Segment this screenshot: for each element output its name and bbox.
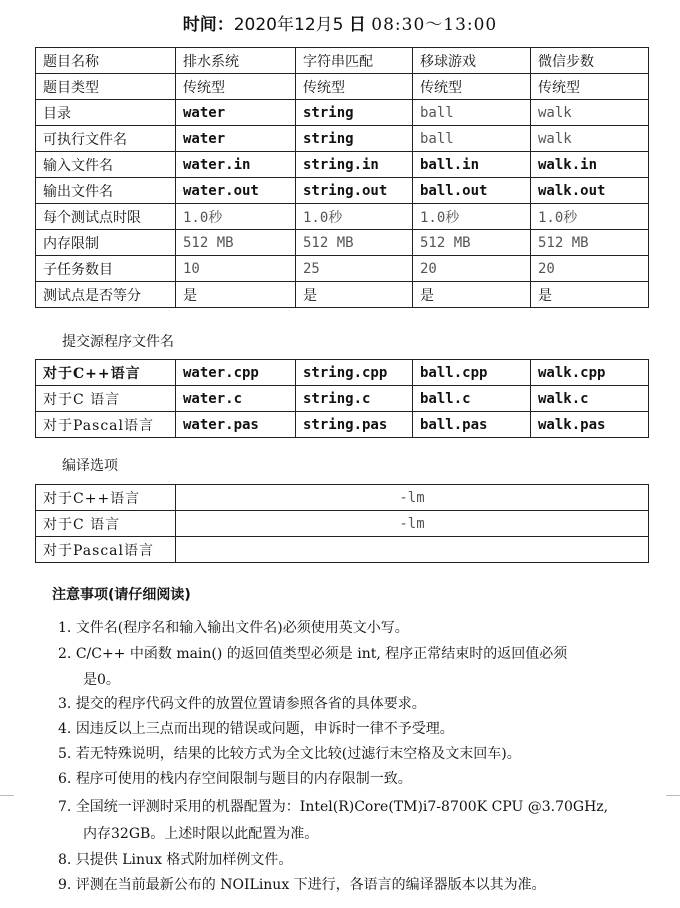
row-label: 对于C++语言 [36,485,176,511]
note-number: 4. [58,721,72,737]
compile-option [176,537,649,563]
table-cell: 传统型 [413,74,531,100]
table-cell: string.out [296,178,413,204]
table-cell: 是 [413,282,531,308]
row-label: 可执行文件名 [36,126,176,152]
submit-table [35,359,649,438]
row-label: 对于C 语言 [36,511,176,537]
table-cell: water [176,100,296,126]
note-text: 若无特殊说明，结果的比较方式为全文比较(过滤行末空格及文末回车)。 [75,746,521,762]
table-cell: string.cpp [296,360,413,386]
table-cell: 1.0秒 [531,204,649,230]
table-cell: 10 [176,256,296,282]
note-number: 2. [58,646,72,662]
table-cell: water.pas [176,412,296,438]
contest-date: 2020年12月5 [233,15,344,35]
table-cell: string.pas [296,412,413,438]
table-cell: 传统型 [176,74,296,100]
notes-title: 注意事项(请仔细阅读) [52,587,191,603]
margin-mark-left [0,795,14,796]
row-label: 题目类型 [36,74,176,100]
table-cell: 1.0秒 [413,204,531,230]
margin-mark-right [666,795,680,796]
table-cell: 512 MB [531,230,649,256]
note-item [58,848,658,872]
table-cell: ball [413,100,531,126]
note-item [58,616,658,640]
note-item [58,642,658,666]
table-cell: water.cpp [176,360,296,386]
note-item [58,795,658,819]
time-label: 时间： [182,15,234,35]
note-item [58,692,658,716]
compile-table-row [36,511,649,537]
problems-table-row [36,178,649,204]
note-continuation: 是0。 [83,672,120,688]
note-item [58,742,658,766]
note-text: 程序可使用的栈内存空间限制与题目的内存限制一致。 [75,771,412,787]
page-title [0,10,680,35]
problems-table-row [36,256,649,282]
table-cell: water.out [176,178,296,204]
table-cell: 25 [296,256,413,282]
table-cell: 是 [531,282,649,308]
problems-table-row [36,126,649,152]
table-cell: 1.0秒 [176,204,296,230]
table-cell: water.c [176,386,296,412]
problems-table-row [36,48,649,74]
note-number: 7. [58,799,72,815]
table-cell: ball.out [413,178,531,204]
table-cell: ball.in [413,152,531,178]
table-cell: walk.pas [531,412,649,438]
row-label: 对于C 语言 [36,386,176,412]
table-cell: ball [413,126,531,152]
row-label: 内存限制 [36,230,176,256]
note-text: 提交的程序代码文件的放置位置请参照各省的具体要求。 [75,696,426,712]
compile-option: -lm [176,511,649,537]
table-cell: 20 [413,256,531,282]
row-label: 子任务数目 [36,256,176,282]
note-continuation: 内存32GB。上述时限以此配置为准。 [83,826,319,842]
table-cell: 传统型 [296,74,413,100]
submit-section-label: 提交源程序文件名 [62,334,174,350]
problems-table-row [36,204,649,230]
compile-table [35,484,649,563]
problems-table-row [36,100,649,126]
table-cell: 微信步数 [531,48,649,74]
note-item [58,873,658,897]
table-cell: 512 MB [176,230,296,256]
table-cell: 是 [176,282,296,308]
note-number: 6. [58,771,72,787]
problems-table-row [36,74,649,100]
problems-table-row [36,152,649,178]
row-label: 对于Pascal语言 [36,412,176,438]
table-cell: water.in [176,152,296,178]
table-cell: 排水系统 [176,48,296,74]
compile-section-label: 编译选项 [62,458,118,474]
problems-table-row [36,230,649,256]
table-cell: ball.cpp [413,360,531,386]
submit-table-row [36,360,649,386]
problems-table [35,47,649,308]
row-label: 题目名称 [36,48,176,74]
note-text: 因违反以上三点而出现的错误或问题，申诉时一律不予受理。 [75,721,454,737]
row-label: 对于C++语言 [36,360,176,386]
note-item [58,767,658,791]
row-label: 输入文件名 [36,152,176,178]
compile-table-row [36,537,649,563]
row-label: 每个测试点时限 [36,204,176,230]
problems-table-row [36,282,649,308]
table-cell: string.c [296,386,413,412]
note-number: 9. [58,877,72,893]
table-cell: walk [531,100,649,126]
date-day-char: 日 [348,15,366,35]
note-text: 评测在当前最新公布的 NOILinux 下进行，各语言的编译器版本以其为准。 [75,877,546,893]
table-cell: ball.c [413,386,531,412]
note-number: 8. [58,852,72,868]
submit-table-row [36,412,649,438]
table-cell: string [296,126,413,152]
table-cell: walk.out [531,178,649,204]
note-number: 5. [58,746,72,762]
table-cell: 20 [531,256,649,282]
note-number: 3. [58,696,72,712]
row-label: 测试点是否等分 [36,282,176,308]
table-cell: walk.c [531,386,649,412]
compile-table-row [36,485,649,511]
note-text: 文件名(程序名和输入输出文件名)必须使用英文小写。 [75,620,409,636]
table-cell: 字符串匹配 [296,48,413,74]
table-cell: 1.0秒 [296,204,413,230]
table-cell: string [296,100,413,126]
table-cell: ball.pas [413,412,531,438]
table-cell: 512 MB [413,230,531,256]
table-cell: 是 [296,282,413,308]
note-text: C/C++ 中函数 main() 的返回值类型必须是 int, 程序正常结束时的返回值必须 [75,646,568,662]
table-cell: water [176,126,296,152]
table-cell: 移球游戏 [413,48,531,74]
row-label: 目录 [36,100,176,126]
table-cell: 传统型 [531,74,649,100]
table-cell: walk.cpp [531,360,649,386]
row-label: 对于Pascal语言 [36,537,176,563]
submit-table-row [36,386,649,412]
contest-time: 08:30～13:00 [371,15,498,35]
note-text: 只提供 Linux 格式附加样例文件。 [75,852,293,868]
table-cell: string.in [296,152,413,178]
row-label: 输出文件名 [36,178,176,204]
table-cell: 512 MB [296,230,413,256]
note-number: 1. [58,620,72,636]
note-item [58,717,658,741]
table-cell: walk [531,126,649,152]
compile-option: -lm [176,485,649,511]
note-text: 全国统一评测时采用的机器配置为：Intel(R)Core(TM)i7-8700K CPU @3.70GHz, [75,799,609,815]
table-cell: walk.in [531,152,649,178]
